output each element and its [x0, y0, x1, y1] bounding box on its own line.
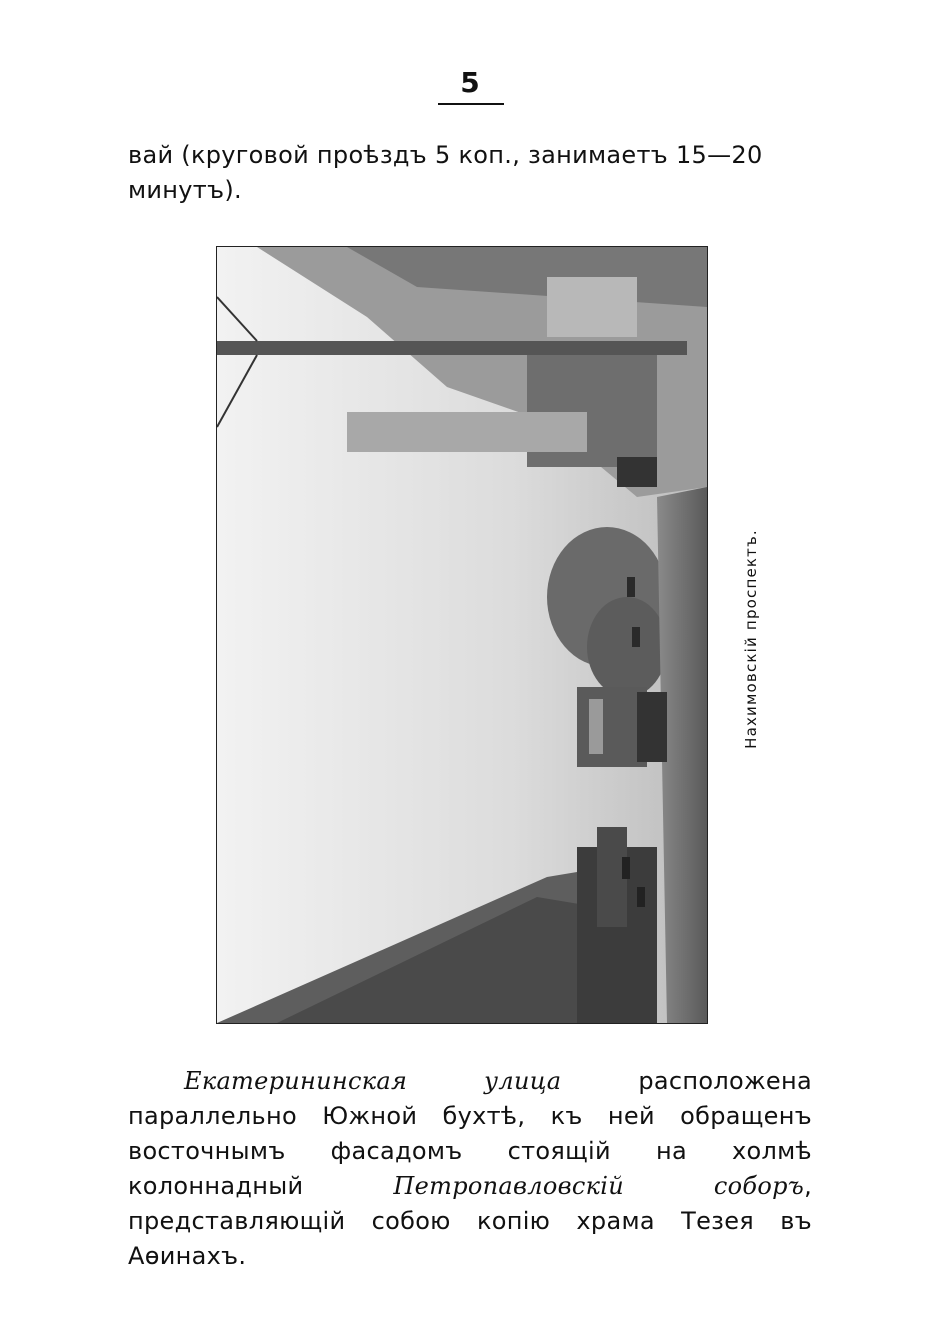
figure-caption-wrap: [739, 506, 763, 772]
tram: [577, 687, 647, 767]
intro-line-2: минутъ).: [128, 176, 242, 204]
page-number: 5: [460, 66, 480, 99]
paragraph-text-1: расположена параллельно Южной бухтѣ, къ ней обращенъ восточнымъ фасадомъ стоящій на холмѣ колоннадный: [128, 1067, 812, 1200]
street-photo: [217, 247, 707, 1023]
figure-caption: Нахимовскій проспектъ.: [742, 529, 760, 749]
italic-street-name: Екатерининская улица: [184, 1067, 562, 1095]
paragraph-text-2: , представляющій собою копію храма Тезея въ Аѳинахъ.: [128, 1172, 813, 1270]
page-number-rule: [438, 103, 504, 105]
lamp-post: [217, 341, 687, 355]
intro-line-1: вай (круговой проѣздъ 5 коп., занимаетъ 15—20: [128, 141, 763, 169]
intro-text: [128, 138, 812, 208]
italic-cathedral-name: Петропавловскій соборъ: [393, 1172, 805, 1200]
body-paragraph: [128, 1064, 812, 1274]
photograph: [216, 246, 708, 1024]
